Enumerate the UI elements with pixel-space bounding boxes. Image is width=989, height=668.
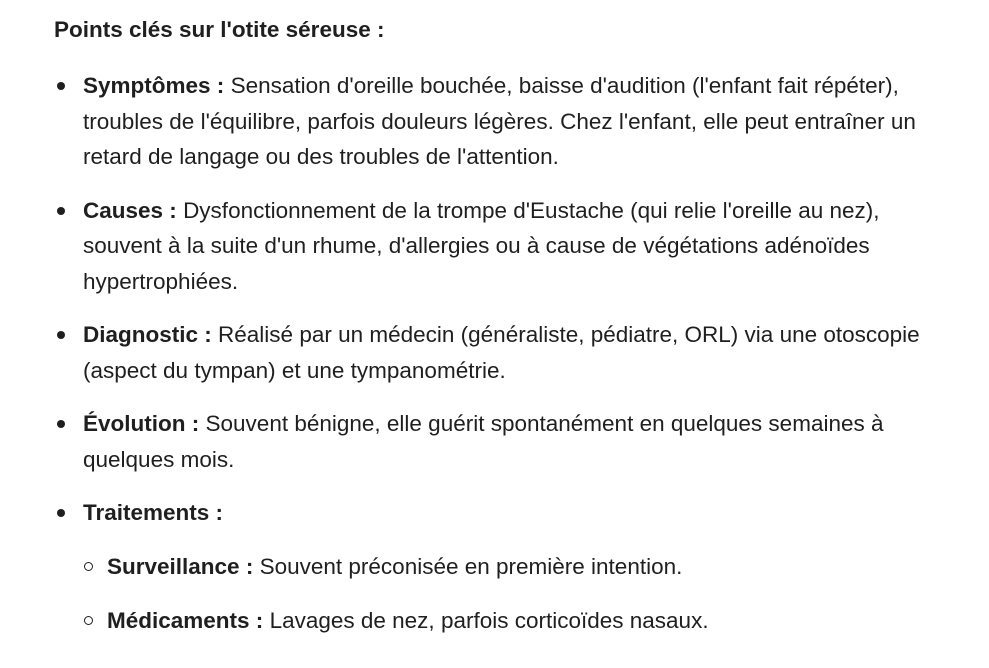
item-term: Diagnostic : xyxy=(83,322,212,347)
item-text: Sensation d'oreille bouchée, baisse d'audition (l'enfant fait répéter), xyxy=(230,73,899,98)
subitem-term: Médicaments : xyxy=(107,608,264,633)
list-item-diagnostic xyxy=(54,317,989,388)
list-item-evolution xyxy=(54,406,989,477)
item-text: Réalisé par un médecin (généraliste, pédiatre, ORL) via une otoscopie xyxy=(218,322,920,347)
item-text: quelques mois. xyxy=(83,446,235,472)
section-heading: Points clés sur l'otite séreuse : xyxy=(54,17,385,42)
item-text: souvent à la suite d'un rhume, d'allergies ou à cause de végétations adénoïdes xyxy=(83,233,870,258)
bullet-icon xyxy=(57,509,65,517)
item-term: Symptômes : xyxy=(83,73,225,98)
subitem-term: Surveillance : xyxy=(107,553,254,579)
item-term: Causes : xyxy=(83,197,177,223)
hollow-bullet-icon xyxy=(84,616,93,625)
subitem-text: Souvent préconisée en première intention. xyxy=(259,553,683,579)
item-term: Traitements : xyxy=(83,500,224,525)
bullet-icon xyxy=(57,331,65,339)
key-points-list xyxy=(54,68,989,639)
item-text: retard de langage ou des troubles de l'attention. xyxy=(83,144,559,169)
item-text: Souvent bénigne, elle guérit spontanément en quelques semaines à xyxy=(205,411,884,436)
item-text: Dysfonctionnement de la trompe d'Eustache (qui relie l'oreille au nez), xyxy=(183,197,880,223)
bullet-icon xyxy=(57,420,65,428)
item-term: Évolution : xyxy=(83,411,200,436)
bullet-icon xyxy=(57,207,65,215)
bullet-icon xyxy=(57,82,65,90)
sublist-item-surveillance xyxy=(83,549,989,585)
item-text: troubles de l'équilibre, parfois douleurs légères. Chez l'enfant, elle peut entraîner un xyxy=(83,108,916,134)
hollow-bullet-icon xyxy=(84,562,93,571)
item-text: (aspect du tympan) et une tympanométrie. xyxy=(83,357,506,383)
subitem-text: Lavages de nez, parfois corticoïdes nasaux. xyxy=(269,608,709,633)
treatments-sublist xyxy=(83,549,989,639)
sublist-item-medicaments xyxy=(83,603,989,639)
item-text: hypertrophiées. xyxy=(83,268,239,294)
list-item-causes xyxy=(54,193,989,300)
list-item-symptomes xyxy=(54,68,989,175)
response-content xyxy=(54,12,989,639)
list-item-traitements xyxy=(54,495,989,639)
